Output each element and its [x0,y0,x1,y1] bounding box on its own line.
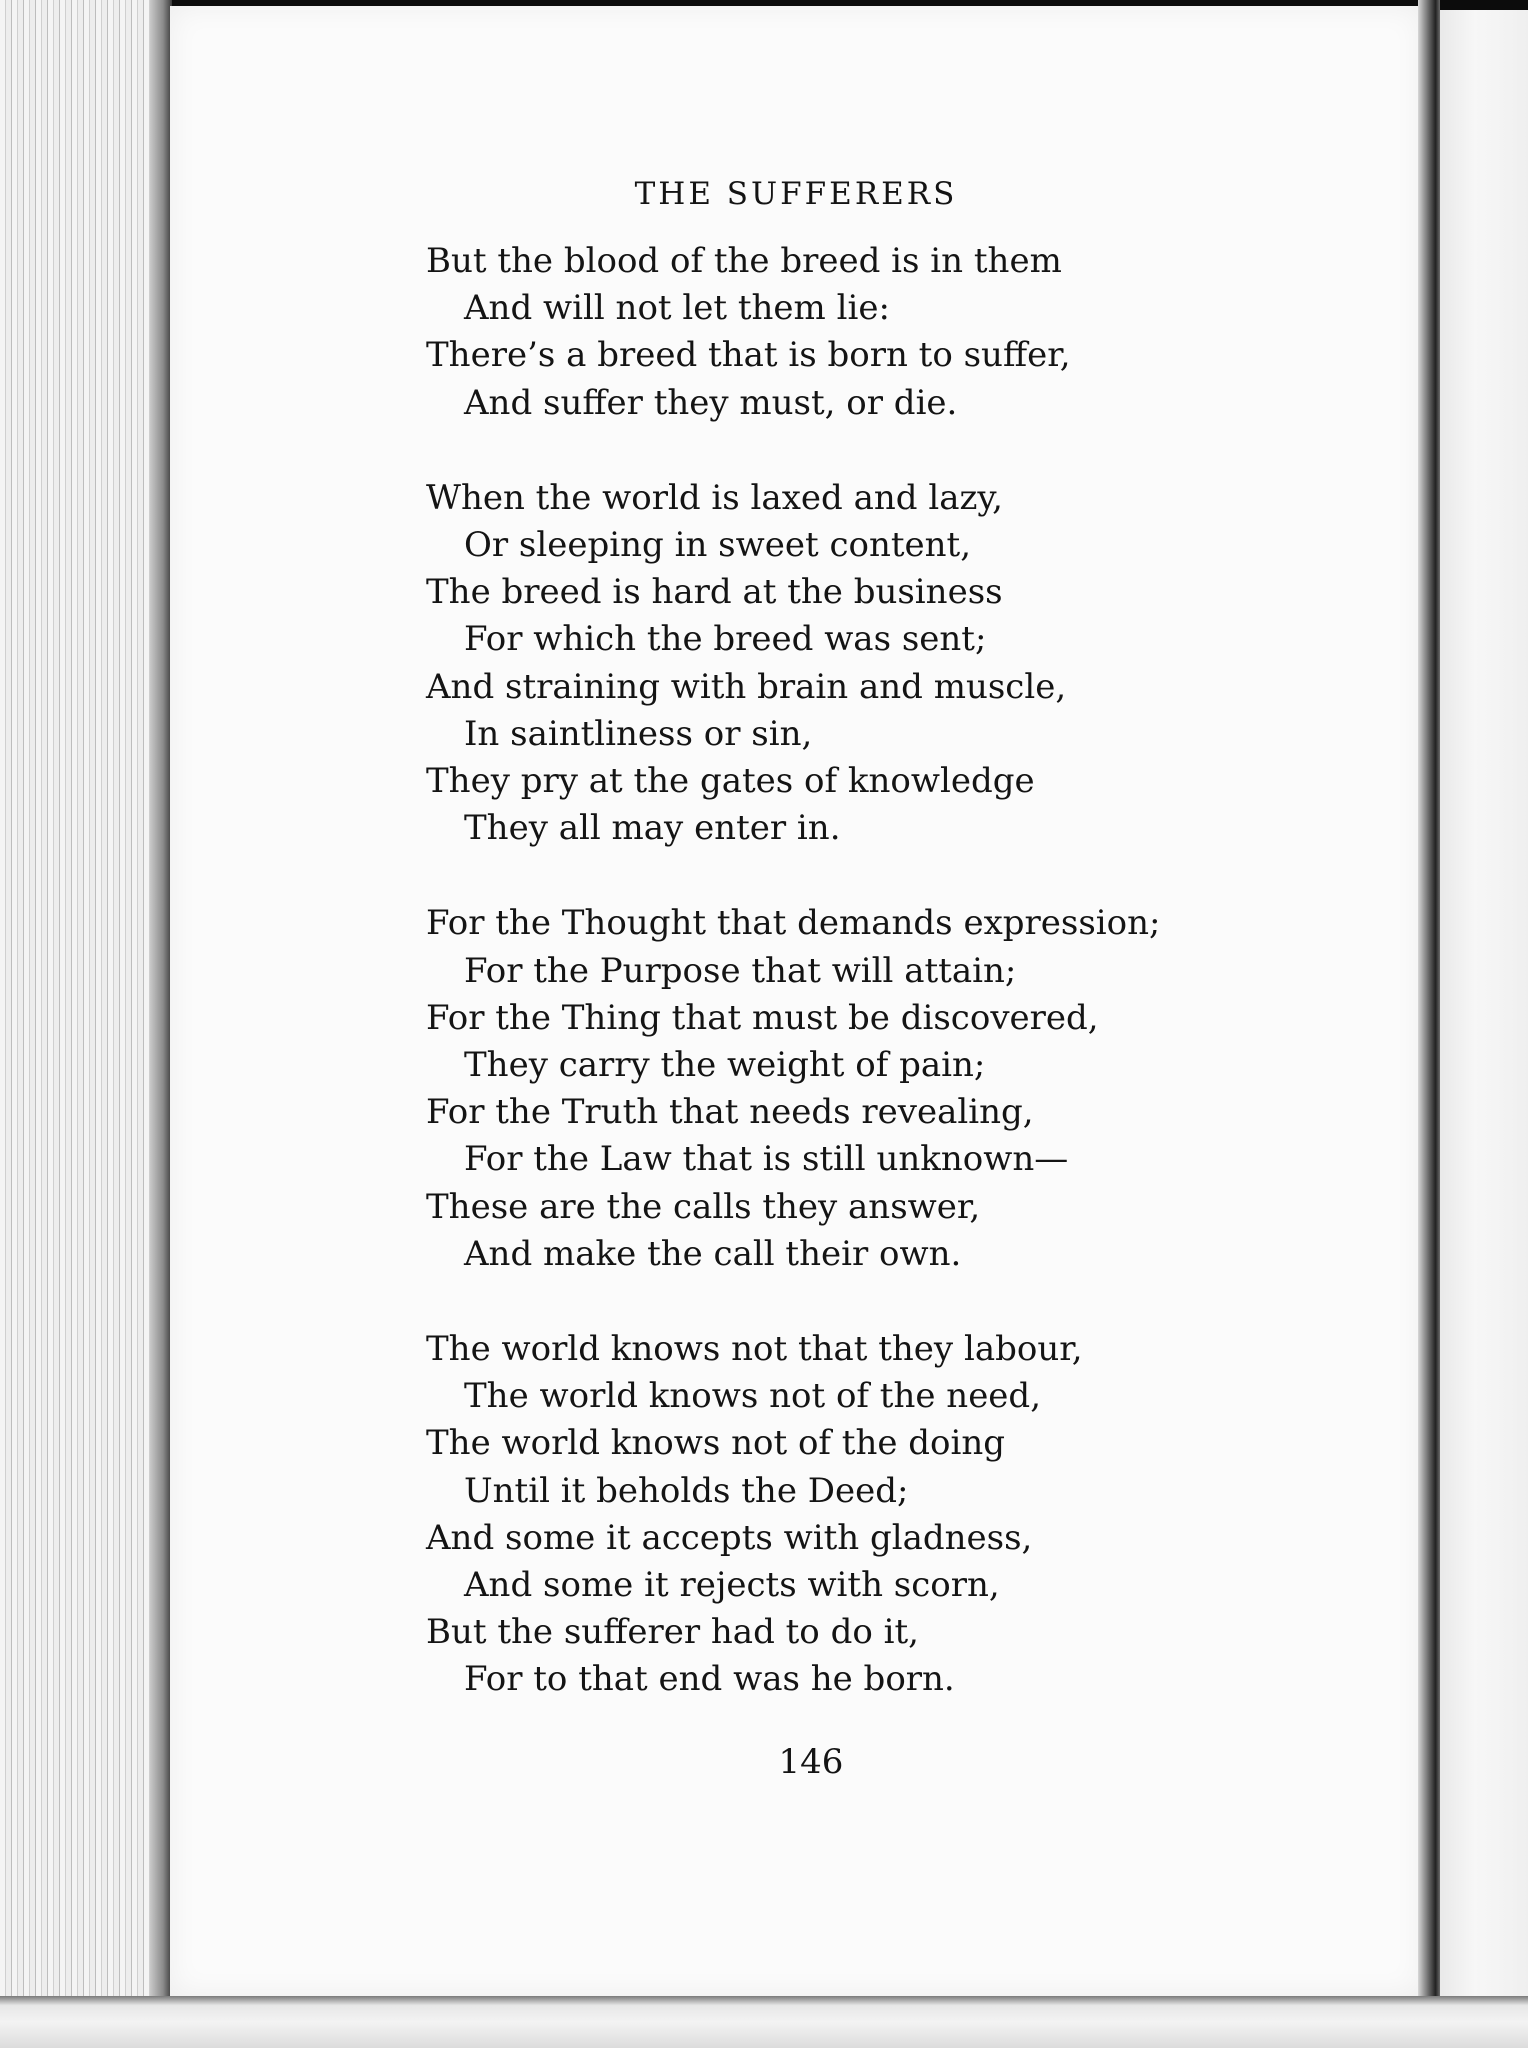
poem-line: But the sufferer had to do it, [426,1612,919,1653]
poem-line: And will not let them lie: [464,288,890,329]
poem-line: They pry at the gates of knowledge [426,761,1035,802]
poem-body [426,238,1206,1752]
poem-line: Or sleeping in sweet content, [464,525,972,566]
stacked-page-edges [0,0,172,2048]
binding-shadow [150,0,172,2048]
poem-line: And suffer they must, or die. [464,382,958,423]
poem-line: These are the calls they answer, [426,1186,981,1227]
poem-line: There’s a breed that is born to suffer, [426,335,1071,376]
poem-line: Until it beholds the Deed; [464,1470,909,1511]
poem-line: The world knows not that they labour, [426,1329,1083,1370]
poem-line: But the blood of the breed is in them [426,241,1062,281]
poem-line: For the Truth that needs revealing, [426,1092,1034,1133]
poem-line: For which the breed was sent; [464,619,987,660]
poem-line: When the world is laxed and lazy, [426,477,1003,518]
poem-line: In saintliness or sin, [464,713,813,754]
scan-bottom-edge [0,1996,1528,2048]
poem-line: And some it accepts with gladness, [426,1517,1033,1558]
poem-line: And some it rejects with scorn, [464,1565,1000,1606]
poem-line: The world knows not of the need, [464,1376,1042,1417]
poem-line: And straining with brain and muscle, [426,666,1067,707]
page-number: 146 [778,1742,844,1782]
stanza [426,475,1206,853]
poem-line: The world knows not of the doing [426,1423,1006,1464]
stanza [426,900,1206,1278]
facing-page-edge [1440,10,1528,2030]
poem-line: For the Thing that must be discovered, [426,997,1099,1038]
poem-line: For the Law that is still unknown— [464,1139,1069,1180]
stanza [426,238,1206,427]
poem-line: For the Thought that demands expression; [426,903,1161,944]
poem-line: For to that end was he born. [464,1659,955,1700]
poem-line: For the Purpose that will attain; [464,950,1017,991]
poem-line: They carry the weight of pain; [464,1045,986,1086]
poem-line: They all may enter in. [464,808,841,849]
book-gutter [1418,0,1440,2048]
stanza [426,1326,1206,1704]
poem-line: And make the call their own. [464,1233,962,1274]
poem-line: The breed is hard at the business [426,572,1003,613]
running-head: THE SUFFERERS [634,176,958,212]
